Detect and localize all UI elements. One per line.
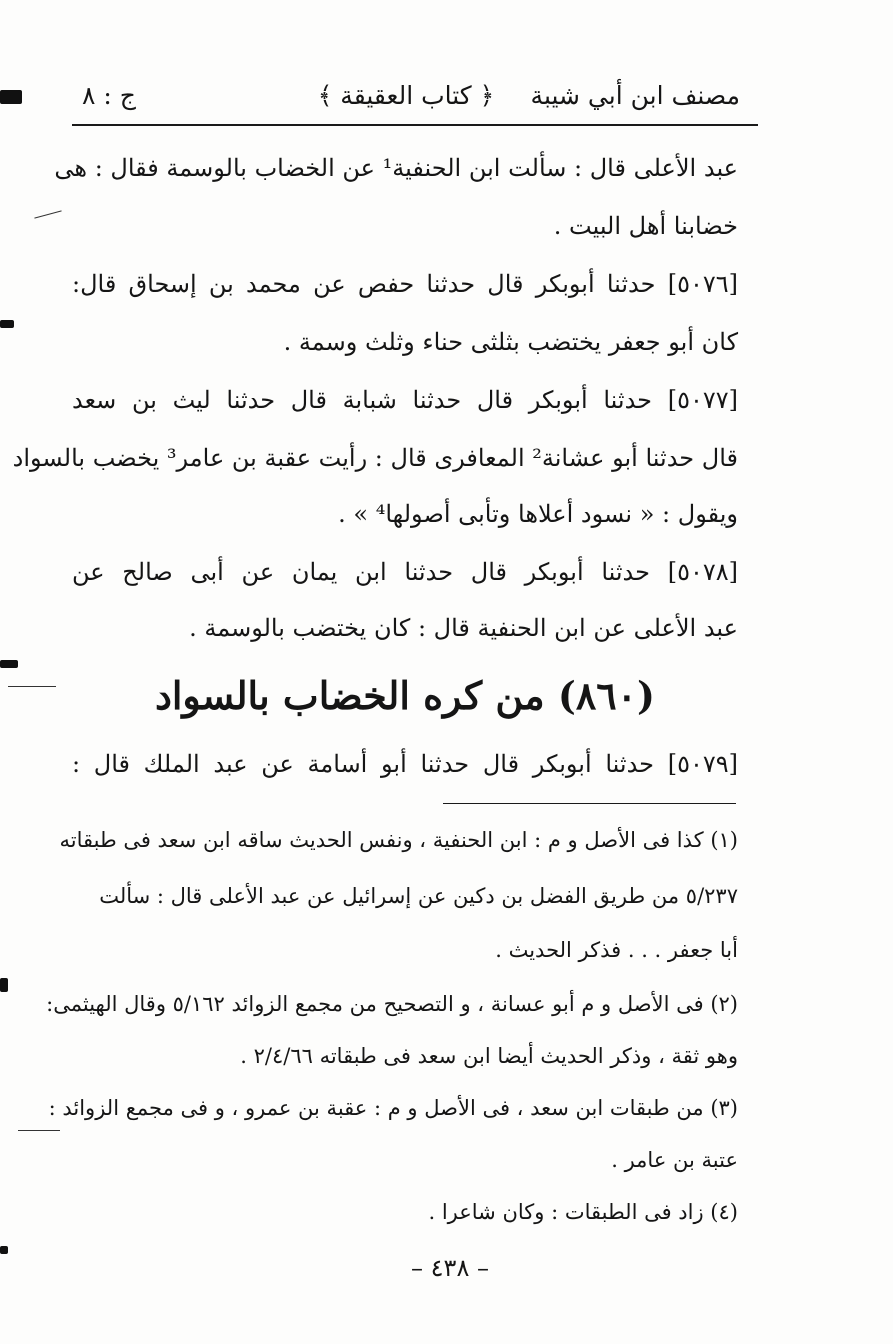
scan-mark	[0, 1246, 8, 1254]
scan-mark	[0, 660, 18, 668]
footnote-line: (٢) فى الأصل و م أبو عسانة ، و التصحيح من مجمع الزوائد ٥/١٦٢ وقال الهيثمى:	[46, 992, 738, 1016]
footnote-line: (١) كذا فى الأصل و م : ابن الحنفية ، ونفس الحديث ساقه ابن سعد فى طبقاته	[59, 828, 738, 852]
footnote-line: وهو ثقة ، وذكر الحديث أيضا ابن سعد فى طبقاته ٢/٤/٦٦ .	[240, 1044, 738, 1068]
footnote-line: ٥/٢٣٧ من طريق الفضل بن دكين عن إسرائيل عن عبد الأعلى قال : سألت	[99, 884, 738, 908]
hadith-5076-line: [٥٠٧٦] حدثنا أبوبكر قال حدثنا حفص عن محمد بن إسحاق قال:	[72, 270, 738, 298]
footnote-line: (٤) زاد فى الطبقات : وكان شاعرا .	[428, 1200, 738, 1224]
footnote-line: أبا جعفر . . . فذكر الحديث .	[495, 938, 738, 962]
volume-number: ج : ٨	[82, 81, 136, 110]
footnote-line: عتبة بن عامر .	[611, 1148, 738, 1172]
text-line: عبد الأعلى قال : سألت ابن الحنفية¹ عن الخضاب بالوسمة فقال : هى	[54, 154, 738, 182]
header-rule	[72, 124, 758, 126]
hadith-5077-line: [٥٠٧٧] حدثنا أبوبكر قال حدثنا شبابة قال حدثنا ليث بن سعد	[72, 386, 738, 414]
scan-mark	[0, 978, 8, 992]
book-title: مصنف ابن أبي شيبة	[530, 81, 740, 110]
text-line: عبد الأعلى عن ابن الحنفية قال : كان يختضب بالوسمة .	[189, 614, 738, 642]
scan-mark	[8, 686, 56, 687]
scan-mark	[0, 320, 14, 328]
scan-mark	[34, 210, 61, 218]
text-line: كان أبو جعفر يختضب بثلثى حناء وثلث وسمة .	[283, 328, 738, 356]
hadith-5079-line: [٥٠٧٩] حدثنا أبوبكر قال حدثنا أبو أسامة عن عبد الملك قال :	[72, 750, 738, 778]
running-header	[72, 74, 740, 122]
text-line: خضابنا أهل البيت .	[553, 212, 738, 240]
scan-mark	[18, 1130, 60, 1131]
section-heading: (٨٦٠) من كره الخضاب بالسواد	[154, 673, 656, 718]
chapter-title: ﴿ كتاب العقيقة ﴾	[317, 81, 495, 110]
scan-mark	[0, 90, 22, 104]
footnote-line: (٣) من طبقات ابن سعد ، فى الأصل و م : عقبة بن عمرو ، و فى مجمع الزوائد :	[48, 1096, 738, 1120]
page-number: – ٤٣٨ –	[411, 1254, 489, 1282]
text-line: ويقول : « نسود أعلاها وتأبى أصولها⁴ » .	[338, 500, 738, 528]
footnote-separator	[443, 803, 736, 804]
hadith-5078-line: [٥٠٧٨] حدثنا أبوبكر قال حدثنا ابن يمان عن أبى صالح عن	[72, 558, 738, 586]
text-line: قال حدثنا أبو عشانة² المعافرى قال : رأيت عقبة بن عامر³ يخضب بالسواد	[12, 444, 738, 472]
